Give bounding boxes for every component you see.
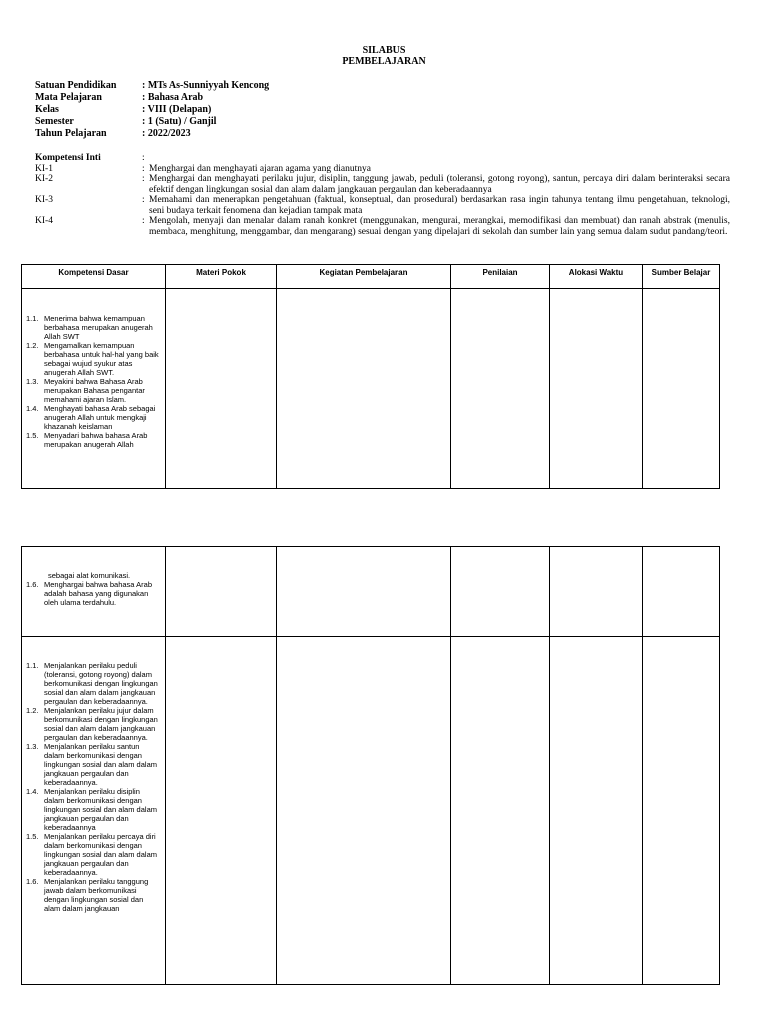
ki-colon: : bbox=[142, 174, 145, 184]
document-subtitle: PEMBELAJARAN bbox=[342, 56, 426, 67]
kd-text: Menjalankan perilaku percaya diri dalam berkomunikasi dengan lingkungan sosial dan alam dalam jangkauan pergaulan dan keberadaannya. bbox=[44, 832, 157, 877]
sumber-cell bbox=[643, 637, 720, 985]
col-header-alokasi-waktu: Alokasi Waktu bbox=[550, 265, 643, 289]
meta-row-kelas bbox=[35, 104, 269, 116]
ki-heading-row bbox=[35, 153, 730, 164]
list-item bbox=[26, 580, 161, 607]
kegiatan-cell bbox=[277, 547, 451, 637]
penilaian-cell bbox=[451, 637, 550, 985]
meta-row-tahun bbox=[35, 128, 269, 140]
kd-number: 1.6. bbox=[26, 877, 39, 886]
ki-label: KI-3 bbox=[35, 195, 53, 205]
kd-text: Menghayati bahasa Arab sebagai anugerah Allah untuk mengkaji khazanah keislaman bbox=[44, 404, 156, 431]
kd-cell bbox=[22, 637, 166, 985]
kd-list bbox=[22, 289, 165, 449]
ki-text: Menghargai dan menghayati ajaran agama yang dianutnya bbox=[149, 163, 371, 174]
ki-colon: : bbox=[142, 195, 145, 205]
kd-list bbox=[22, 580, 165, 607]
sumber-cell bbox=[643, 547, 720, 637]
kd-text: Meyakini bahwa Bahasa Arab merupakan Bahasa pengantar memahami ajaran Islam. bbox=[44, 377, 145, 404]
kd-text: Menjalankan perilaku tanggung jawab dalam berkomunikasi dengan lingkungan sosial dan alam dalam jangkauan bbox=[44, 877, 149, 913]
ki-label: KI-4 bbox=[35, 216, 53, 226]
col-header-kegiatan: Kegiatan Pembelajaran bbox=[277, 265, 451, 289]
kd-number: 1.6. bbox=[26, 580, 39, 589]
kd-number: 1.4. bbox=[26, 787, 39, 796]
meta-row-satuan bbox=[35, 80, 269, 92]
meta-value: : 2022/2023 bbox=[142, 128, 191, 139]
kd-text: Menghargai bahwa bahasa Arab adalah bahasa yang digunakan oleh ulama terdahulu. bbox=[44, 580, 152, 607]
kd-number: 1.3. bbox=[26, 377, 39, 386]
col-header-materi-pokok: Materi Pokok bbox=[166, 265, 277, 289]
kd-text: Menjalankan perilaku disiplin dalam berkomunikasi dengan lingkungan sosial dan alam dalam jangkauan pergaulan dan keberadaannya bbox=[44, 787, 157, 832]
list-item bbox=[26, 742, 161, 787]
ki-row bbox=[35, 174, 730, 195]
identity-block bbox=[35, 80, 269, 140]
materi-cell bbox=[166, 547, 277, 637]
meta-value: : 1 (Satu) / Ganjil bbox=[142, 116, 217, 127]
col-header-kompetensi-dasar: Kompetensi Dasar bbox=[22, 265, 166, 289]
kd-number: 1.4. bbox=[26, 404, 39, 413]
table-row bbox=[22, 289, 720, 489]
meta-label: Tahun Pelajaran bbox=[35, 128, 107, 139]
kd-text: Menjalankan perilaku santun dalam berkomunikasi dengan lingkungan sosial dan alam dalam jangkauan pergaulan dan keberadaannya. bbox=[44, 742, 157, 787]
kd-text: Mengamalkan kemampuan berbahasa untuk hal-hal yang baik sebagai wujud syukur atas anugerah Allah SWT. bbox=[44, 341, 159, 377]
meta-label: Semester bbox=[35, 116, 74, 127]
meta-label: Satuan Pendidikan bbox=[35, 80, 117, 91]
ki-row bbox=[35, 164, 730, 175]
list-item bbox=[26, 377, 161, 404]
penilaian-cell bbox=[451, 547, 550, 637]
kd-text: Menjalankan perilaku peduli (toleransi, gotong royong) dalam berkomunikasi dengan lingkungan sosial dan alam dalam jangkauan pergaulan dan keberadaannya. bbox=[44, 661, 158, 706]
ki-heading: Kompetensi Inti bbox=[35, 153, 101, 163]
ki-text: Memahami dan menerapkan pengetahuan (faktual, konseptual, dan prosedural) berdasarkan rasa ingin tahunya tentang ilmu pengetahuan, teknologi, seni budaya terkait fenomena dan kejadian tampak mata bbox=[149, 195, 730, 216]
kegiatan-cell bbox=[277, 289, 451, 489]
materi-cell bbox=[166, 289, 277, 489]
list-item bbox=[26, 706, 161, 742]
ki-colon: : bbox=[142, 153, 145, 163]
meta-value: : Bahasa Arab bbox=[142, 92, 204, 103]
table-row bbox=[22, 547, 720, 637]
alokasi-cell bbox=[550, 289, 643, 489]
meta-value: : VIII (Delapan) bbox=[142, 104, 212, 115]
kd-text: Menjalankan perilaku jujur dalam berkomunikasi dengan lingkungan sosial dan alam dalam jangkauan pergaulan dan keberadaannya. bbox=[44, 706, 158, 742]
ki-label: KI-2 bbox=[35, 174, 53, 184]
alokasi-cell bbox=[550, 637, 643, 985]
kd-number: 1.5. bbox=[26, 431, 39, 440]
kd-number: 1.2. bbox=[26, 341, 39, 350]
ki-row bbox=[35, 216, 730, 237]
list-item bbox=[26, 877, 161, 913]
table-header-row bbox=[22, 265, 720, 289]
col-header-sumber-belajar: Sumber Belajar bbox=[643, 265, 720, 289]
list-item bbox=[26, 832, 161, 877]
kegiatan-cell bbox=[277, 637, 451, 985]
kd-number: 1.1. bbox=[26, 661, 39, 670]
meta-label: Mata Pelajaran bbox=[35, 92, 102, 103]
meta-row-semester bbox=[35, 116, 269, 128]
meta-label: Kelas bbox=[35, 104, 59, 115]
ki-row bbox=[35, 195, 730, 216]
list-item bbox=[26, 787, 161, 832]
document-title: SILABUS bbox=[362, 45, 406, 56]
syllabus-table bbox=[21, 264, 720, 489]
list-item bbox=[26, 431, 161, 449]
ki-colon: : bbox=[142, 163, 145, 174]
kompetensi-inti-block bbox=[35, 153, 730, 237]
kd-continuation: sebagai alat komunikasi. bbox=[48, 571, 131, 580]
kd-text: Menerima bahwa kemampuan berbahasa merupakan anugerah Allah SWT bbox=[44, 314, 153, 341]
materi-cell bbox=[166, 637, 277, 985]
kd-number: 1.2. bbox=[26, 706, 39, 715]
alokasi-cell bbox=[550, 547, 643, 637]
ki-label: KI-1 bbox=[35, 163, 53, 174]
ki-colon: : bbox=[142, 216, 145, 226]
list-item bbox=[26, 661, 161, 706]
col-header-penilaian: Penilaian bbox=[451, 265, 550, 289]
list-item bbox=[26, 404, 161, 431]
kd-number: 1.1. bbox=[26, 314, 39, 323]
kd-number: 1.5. bbox=[26, 832, 39, 841]
kd-text: Menyadari bahwa bahasa Arab merupakan anugerah Allah bbox=[44, 431, 148, 449]
kd-list bbox=[22, 637, 165, 913]
kd-cell bbox=[22, 289, 166, 489]
list-item bbox=[26, 341, 161, 377]
meta-value: : MTs As-Sunniyyah Kencong bbox=[142, 80, 270, 91]
meta-row-mapel bbox=[35, 92, 269, 104]
sumber-cell bbox=[643, 289, 720, 489]
table-row bbox=[22, 637, 720, 985]
kd-number: 1.3. bbox=[26, 742, 39, 751]
list-item bbox=[26, 314, 161, 341]
ki-text: Mengolah, menyaji dan menalar dalam ranah konkret (menggunakan, mengurai, merangkai, memodifikasi dan membuat) dan ranah abstrak (menulis, membaca, menghitung, menggambar, dan mengarang) sesuai dengan yang dipelajari di sekolah dan sumber lain yang semua dalam sudut pandang/teori. bbox=[149, 216, 730, 237]
penilaian-cell bbox=[451, 289, 550, 489]
syllabus-table-continued bbox=[21, 546, 720, 985]
kd-cell bbox=[22, 547, 166, 637]
ki-text: Menghargai dan menghayati perilaku jujur, disiplin, tanggung jawab, peduli (toleransi, gotong royong), santun, percaya diri dalam berinteraksi secara efektif dengan lingkungan sosial dan alam dalam jangkauan pergaulan dan keberadaannya bbox=[149, 174, 730, 195]
